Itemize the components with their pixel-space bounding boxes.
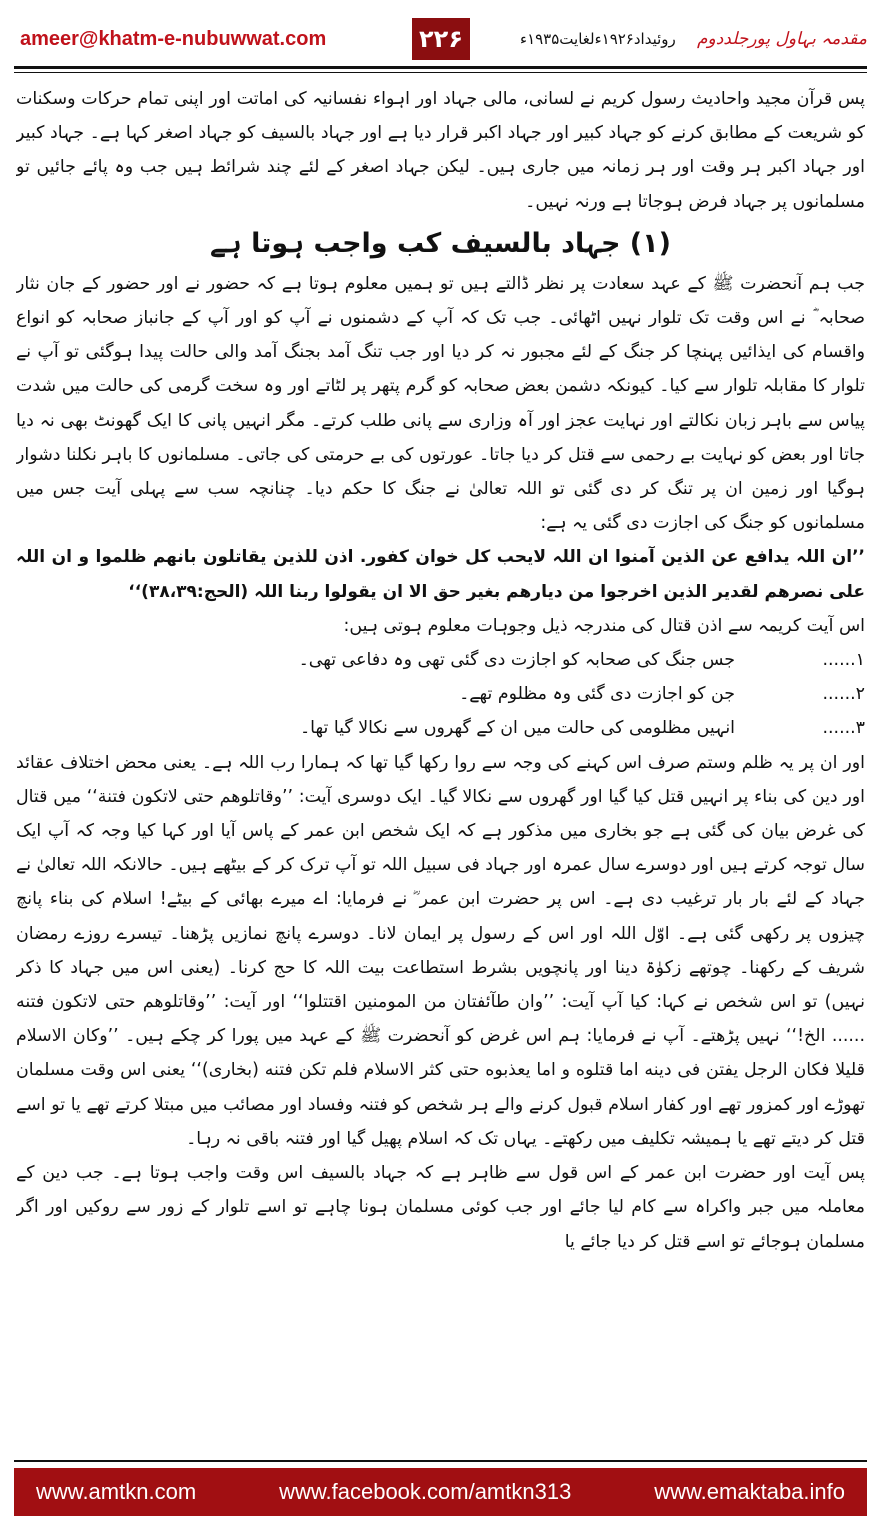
paragraph-2: جب ہم آنحضرت ﷺ کے عہد سعادت پر نظر ڈالتے ہیں تو ہمیں معلوم ہوتا ہے کہ حضور نے اور حضور کے جان نثار صحابہ ؓ نے اس وقت تک تلوار نہیں اٹھائی۔ جب تک کہ آپ کے دشمنوں نے آپ کو اور آپ کے جانباز صحابہ کو انواع واقسام کی ایذائیں پہنچا کر جنگ کے لئے مجبور نہ کر دیا اور جب تنگ آمد بجنگ آمد والی حالت پیدا ہوگئی تو آپ نے تلوار کا مقابلہ تلوار سے کیا۔ کیونکہ دشمن بعض صحابہ کو گرم پتھر پر لٹاتے اور وہ سخت گرمی کی حالت میں شدت پیاس سے باہر زبان نکالتے اور نہایت عجز اور آہ وزاری سے پانی طلب کرتے۔ مگر انہیں پانی کا ایک گھونٹ بھی نہ دیا جاتا اور بعض کو نہایت بے رحمی سے قتل کر دیا جاتا۔ عورتوں کی بے حرمتی کی جاتی۔ مسلمانوں کا باہر نکلنا دشوار ہوگیا اور زمین ان پر تنگ کر دی گئی تو اللہ تعالیٰ نے جنگ کا حکم دیا۔ چنانچہ سب سے پہلی آیت جس میں مسلمانوں کو جنگ کی اجازت دی گئی یہ ہے: [16, 273, 865, 534]
list-item-number: ۱...... [822, 650, 865, 671]
list-item [16, 643, 865, 677]
page-footer [0, 1460, 881, 1531]
header-rule [14, 66, 867, 69]
paragraph-3: اس آیت کریمہ سے اذن قتال کی مندرجہ ذیل وجوہات معلوم ہوتی ہیں: [343, 615, 865, 636]
paragraph-4: اور ان پر یہ ظلم وستم صرف اس کہنے کی وجہ سے روا رکھا گیا تھا کہ ہمارا رب اللہ ہے۔ یعنی محض اختلاف عقائد اور دین کی بناء پر انہیں قتل کیا گیا اور گھروں سے نکالا گیا۔ ایک دوسری آیت: ’’وقاتلوهم حتی لاتکون فتنة‘‘ میں قتال کی غرض بیان کی گئی ہے جو بخاری میں مذکور ہے کہ ایک شخص ابن عمر کے پاس آیا اور کہا کیا وجہ کہ آپ ایک سال توجہ کرتے ہیں اور دوسرے سال عمرہ اور جہاد فی سبیل اللہ تو آپ ترک کر کے بیٹھے ہیں۔ حالانکہ اللہ تعالیٰ نے جہاد کے لئے بار بار ترغیب دی ہے۔ اس پر حضرت ابن عمر ؓ نے فرمایا: اے میرے بھائی کے بیٹے! اسلام کی بناء پانچ چیزوں پر رکھی گئی ہے۔ اوّل اللہ اور اس کے رسول پر ایمان لانا۔ دوسرے پانچ نمازیں پڑھنا۔ تیسرے روزے رمضان شریف کے رکھنا۔ چوتھے زکوٰۃ دینا اور پانچویں بشرط استطاعت بیت اللہ کا حج کرنا۔ (یعنی اس میں جہاد کا ذکر نہیں) تو اس شخص نے کہا: کیا آپ آیت: ’’وان طآئفتان من المومنین اقتتلوا‘‘ اور آیت: ’’وقاتلوهم حتی لاتکون فتنه ...... الخ!‘‘ نہیں پڑھتے۔ آپ نے فرمایا: ہم اس غرض کو آنحضرت ﷺ کے عہد میں پورا کر چکے ہیں۔ ’’وکان الاسلام قلیلا فکان الرجل یفتن فی دینه اما قتلوه و اما یعذبوه حتی کثر الاسلام فلم تکن فتنه (بخاری)‘‘ یعنی اس وقت مسلمان تھوڑے اور کمزور تھے اور کفار اسلام قبول کرنے والے ہر شخص کو فتنہ وفساد اور مصائب میں مبتلا کرتے تھے یا تو اسے قتل کر دیتے تھے یا ہمیشہ تکلیف میں رکھتے۔ یہاں تک کہ اسلام پھیل گیا اور فتنہ باقی نہ رہا۔ [16, 752, 865, 1149]
quran-quote: ’’ان اللہ یدافع عن الذین آمنوا ان اللہ لایحب کل خوان کفور. اذن للذین یقاتلون بانهم ظلموا و ان اللہ علی نصرهم لقدیر الذین اخرجوا من دیارهم بغیر حق الا ان یقولوا ربنا اللہ (الحج:۳۸،۳۹)‘‘ [16, 547, 865, 602]
header-rule-thin [14, 72, 867, 73]
paragraph-1: پس قرآن مجید واحادیث رسول کریم نے لسانی، مالی جہاد اور اہواء نفسانیہ کی اماتت اور اپنی تمام حرکات وسکنات کو شریعت کے مطابق کرنے کو جہاد کبیر اور جہاد اکبر قرار دیا ہے اور جہاد بالسیف کو جہاد اصغر کہا ہے۔ جہاد کبیر اور جہاد اکبر ہر وقت اور ہر زمانہ میں جاری ہیں۔ لیکن جہاد اصغر کے لئے چند شرائط ہیں جب وہ پائے جائیں تو مسلمانوں پر جہاد فرض ہوجاتا ہے ورنہ نہیں۔ [16, 89, 865, 212]
list-item-text: انہیں مظلومی کی حالت میں ان کے گھروں سے نکالا گیا تھا۔ [299, 718, 735, 739]
list-item-number: ۲...... [822, 684, 865, 705]
page-header [0, 0, 881, 80]
page-number: ۲۲۶ [412, 18, 470, 60]
book-title: مقدمہ بہاول پورجلددوم [696, 29, 867, 49]
footer-link-amtkn[interactable]: www.amtkn.com [36, 1479, 197, 1504]
list-item [16, 711, 865, 745]
list-item [16, 677, 865, 711]
list-item-text: جن کو اجازت دی گئی وہ مظلوم تھے۔ [459, 684, 735, 705]
list-item-number: ۳...... [822, 718, 865, 739]
header-email[interactable]: ameer@khatm-e-nubuwwat.com [20, 28, 327, 50]
page-body [16, 82, 865, 1448]
footer-bar [14, 1468, 867, 1516]
footer-rule [14, 1460, 867, 1462]
paragraph-5: پس آیت اور حضرت ابن عمر کے اس قول سے ظاہر ہے کہ جہاد بالسیف اس وقت واجب ہوتا ہے۔ جب دین کے معاملہ میں جبر واکراہ سے کام لیا جائے اور جب کوئی مسلمان ہونا چاہے تو اسے تلوار کے زور سے روکیں اور اگر مسلمان ہوجائے تو اسے قتل کر دیا جائے یا [16, 1163, 865, 1252]
list-item-text: جس جنگ کی صحابہ کو اجازت دی گئی تھی وہ دفاعی تھی۔ [298, 650, 735, 671]
footer-link-emaktaba[interactable]: www.emaktaba.info [654, 1479, 845, 1504]
footer-link-facebook[interactable]: www.facebook.com/amtkn313 [279, 1479, 572, 1504]
header-dates: روئیداد۱۹۲۶ءلغایت۱۹۳۵ء [520, 30, 676, 48]
section-heading: (۱) جہاد بالسیف کب واجب ہوتا ہے [210, 227, 671, 259]
